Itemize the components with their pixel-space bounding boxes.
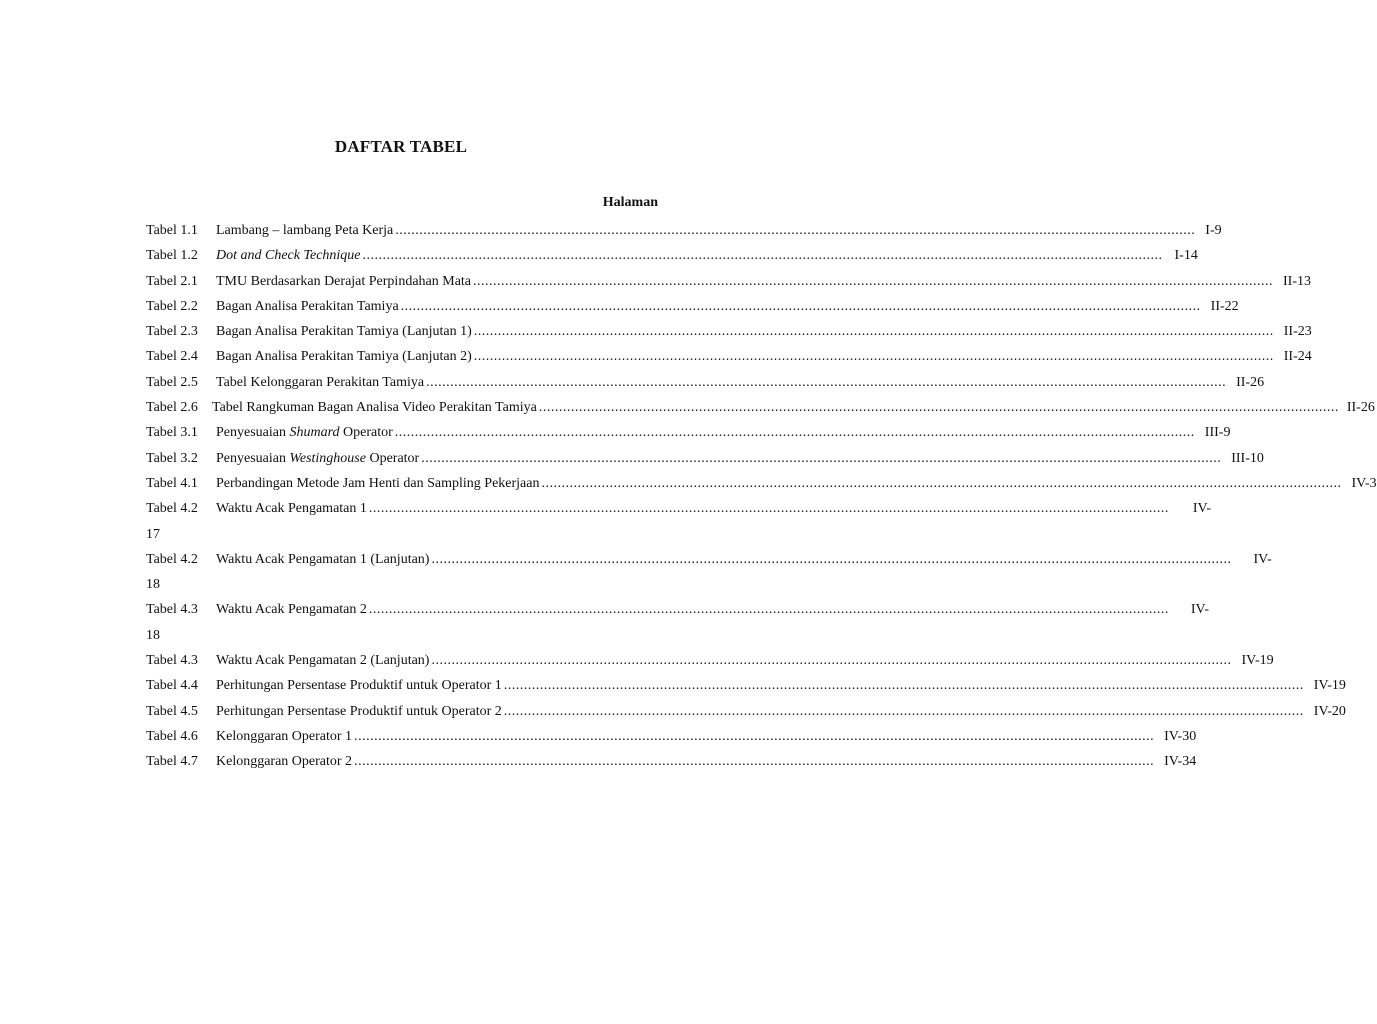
- table-title: Kelonggaran Operator 2: [216, 754, 353, 770]
- dot-leader: ........................................................................................................................................................................................................: [400, 298, 1201, 314]
- table-number: Tabel 4.6: [146, 728, 198, 744]
- page-number: I-14: [1174, 248, 1198, 264]
- table-number: Tabel 4.2: [146, 551, 198, 567]
- table-of-tables: [146, 218, 1377, 775]
- table-number: Tabel 4.4: [146, 678, 198, 694]
- table-number: Tabel 1.2: [146, 248, 198, 264]
- dot-leader: ........................................................................................................................................................................................................: [395, 223, 1196, 238]
- table-title: Perhitungan Persentase Produktif untuk Operator 2: [216, 703, 502, 719]
- page-number: III-9: [1204, 425, 1231, 441]
- table-number: Tabel 3.1: [146, 425, 198, 441]
- table-title: Dot and Check Technique: [216, 248, 361, 264]
- table-number: Tabel 2.5: [146, 374, 198, 390]
- dot-leader: ........................................................................................................................................................................................................: [431, 551, 1232, 567]
- table-number: Tabel 4.1: [146, 475, 198, 491]
- page-number: IV-30: [1164, 728, 1197, 744]
- table-title: Waktu Acak Pengamatan 1 (Lanjutan): [216, 551, 430, 567]
- table-title: TMU Berdasarkan Derajat Perpindahan Mata: [216, 273, 472, 289]
- table-number: Tabel 1.1: [146, 223, 198, 238]
- page-number: IV-: [1192, 501, 1212, 517]
- table-title: Perhitungan Persentase Produktif untuk Operator 1: [216, 678, 502, 694]
- toc-entry: [146, 471, 1377, 496]
- toc-entry: [146, 269, 1312, 294]
- toc-entry: [146, 597, 1210, 648]
- table-title: Waktu Acak Pengamatan 2 (Lanjutan): [216, 653, 430, 669]
- table-number: Tabel 2.3: [146, 324, 198, 340]
- table-number: Tabel 4.5: [146, 703, 198, 719]
- dot-leader: ........................................................................................................................................................................................................: [368, 501, 1169, 517]
- table-title: Tabel Rangkuman Bagan Analisa Video Perakitan Tamiya: [212, 400, 537, 416]
- table-title: Kelonggaran Operator 1: [216, 728, 353, 744]
- table-title: Waktu Acak Pengamatan 1: [216, 501, 367, 517]
- toc-entry: [146, 648, 1274, 673]
- table-number: Tabel 4.3: [146, 653, 198, 669]
- page-number: II-26: [1236, 374, 1265, 390]
- page-number: IV-19: [1241, 653, 1274, 669]
- page-number: II-23: [1283, 324, 1312, 340]
- page-number: II-26: [1346, 400, 1375, 416]
- table-title: Lambang – lambang Peta Kerja: [216, 223, 394, 238]
- toc-entry: [146, 344, 1312, 369]
- page-number: IV-3: [1351, 475, 1377, 491]
- dot-leader: ........................................................................................................................................................................................................: [503, 678, 1304, 694]
- toc-entry: [146, 699, 1346, 724]
- dot-leader: ........................................................................................................................................................................................................: [354, 728, 1155, 744]
- table-title: Tabel Kelonggaran Perakitan Tamiya: [216, 374, 425, 390]
- dot-leader: ........................................................................................................................................................................................................: [394, 425, 1195, 441]
- toc-entry: [146, 724, 1197, 749]
- page-column-header: Halaman: [602, 195, 658, 210]
- table-title: Perbandingan Metode Jam Henti dan Sampling Pekerjaan: [216, 475, 540, 491]
- table-number: Tabel 2.2: [146, 298, 198, 314]
- page-number: IV-34: [1164, 754, 1197, 770]
- table-title: Bagan Analisa Perakitan Tamiya: [216, 298, 399, 314]
- page-number-wrap: 17: [146, 526, 160, 542]
- table-title: Bagan Analisa Perakitan Tamiya (Lanjutan 1): [216, 324, 472, 340]
- page-number: II-24: [1283, 349, 1312, 365]
- table-number: Tabel 2.4: [146, 349, 198, 365]
- page-number: IV-: [1253, 551, 1272, 567]
- page-number: IV-: [1190, 602, 1210, 618]
- table-number: Tabel 2.6: [146, 400, 198, 416]
- page-number: III-10: [1231, 450, 1264, 466]
- table-number: Tabel 4.3: [146, 602, 198, 618]
- table-title: Waktu Acak Pengamatan 2: [216, 602, 367, 618]
- page-number: II-13: [1283, 273, 1312, 289]
- toc-entry: [146, 749, 1197, 774]
- page-number: I-9: [1205, 223, 1222, 238]
- toc-entry: [146, 395, 1375, 420]
- dot-leader: ........................................................................................................................................................................................................: [473, 324, 1274, 340]
- toc-entry: [146, 496, 1212, 547]
- dot-leader: ........................................................................................................................................................................................................: [473, 349, 1274, 365]
- toc-entry: [146, 673, 1346, 698]
- dot-leader: ........................................................................................................................................................................................................: [368, 602, 1169, 618]
- dot-leader: ........................................................................................................................................................................................................: [503, 703, 1304, 719]
- table-title: Penyesuaian Westinghouse Operator: [216, 450, 420, 466]
- toc-entry: [146, 319, 1312, 344]
- toc-entry: [146, 446, 1264, 471]
- table-number: Tabel 4.7: [146, 754, 198, 770]
- dot-leader: ........................................................................................................................................................................................................: [354, 754, 1155, 770]
- page-number-wrap: 18: [146, 577, 160, 593]
- page-title: DAFTAR TABEL: [334, 137, 468, 156]
- toc-entry: [146, 294, 1239, 319]
- dot-leader: ........................................................................................................................................................................................................: [431, 653, 1232, 669]
- dot-leader: ........................................................................................................................................................................................................: [538, 400, 1339, 416]
- toc-entry: [146, 218, 1222, 243]
- dot-leader: ........................................................................................................................................................................................................: [473, 273, 1274, 289]
- table-number: Tabel 3.2: [146, 450, 198, 466]
- dot-leader: ........................................................................................................................................................................................................: [426, 374, 1227, 390]
- table-title: Penyesuaian Shumard Operator: [216, 425, 393, 441]
- page-number-wrap: 18: [146, 627, 160, 643]
- table-number: Tabel 4.2: [146, 501, 198, 517]
- page-number: IV-19: [1313, 678, 1346, 694]
- page-number: IV-20: [1313, 703, 1346, 719]
- page-number: II-22: [1210, 298, 1239, 314]
- toc-entry: [146, 370, 1265, 395]
- toc-entry: [146, 420, 1231, 445]
- table-title: Bagan Analisa Perakitan Tamiya (Lanjutan 2): [216, 349, 472, 365]
- dot-leader: ........................................................................................................................................................................................................: [362, 248, 1163, 264]
- toc-entry: [146, 547, 1272, 598]
- dot-leader: ........................................................................................................................................................................................................: [541, 475, 1342, 491]
- toc-entry: [146, 243, 1198, 268]
- table-number: Tabel 2.1: [146, 273, 198, 289]
- dot-leader: ........................................................................................................................................................................................................: [421, 450, 1222, 466]
